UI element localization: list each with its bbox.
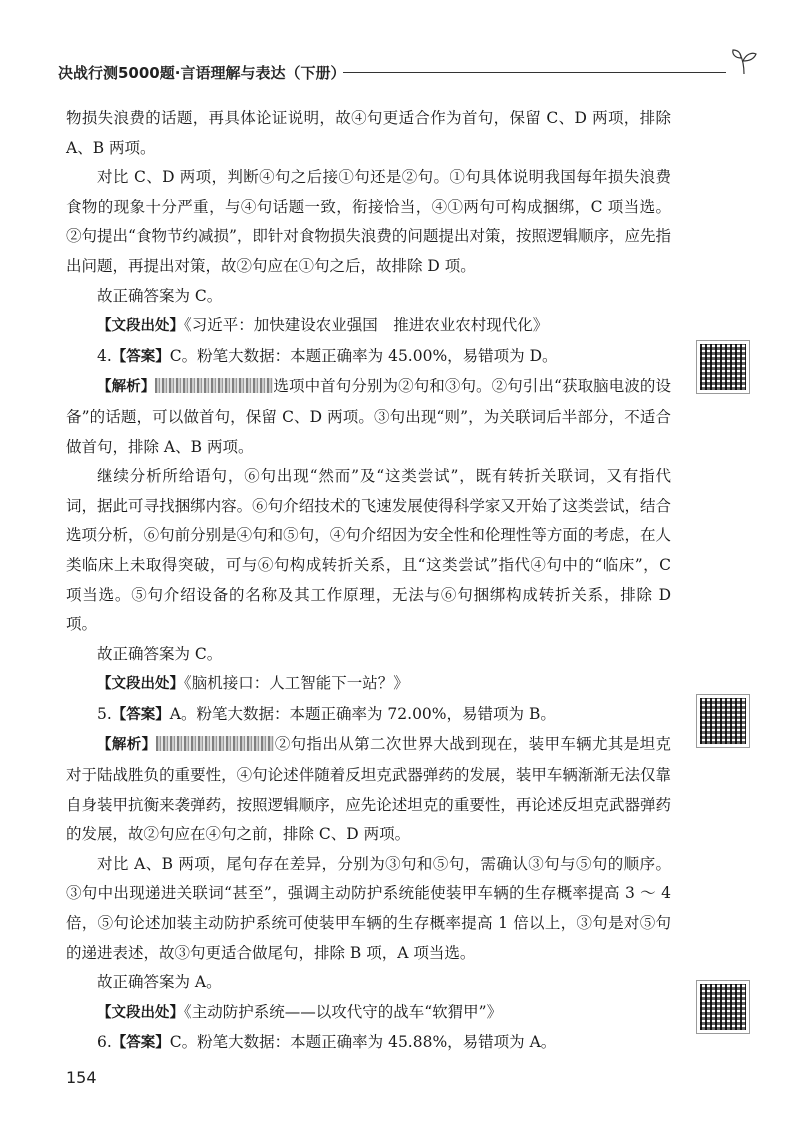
paragraph: 对比 A、B 两项，尾句存在差异，分别为③句和⑤句，需确认③句与⑤句的顺序。③句中出现递进关联词“甚至”，强调主动防护系统能使装甲车辆的生存概率提高 3 ～ 4 倍，⑤句论述加装主动防护系统可使装甲车辆的生存概率提高 1 倍以上，③句是对⑤句的递进表述，故③句更适合做尾句，排除 B 项，A 项当选。 bbox=[66, 854, 671, 962]
analysis-label: 【解析】 bbox=[97, 737, 157, 754]
source-label: 【文段出处】 bbox=[97, 1004, 184, 1021]
sprout-icon bbox=[730, 46, 758, 76]
book-title: 决战行测5000题·言语理解与表达（下册） bbox=[58, 64, 346, 82]
conclusion: 故正确答案为 A。 bbox=[97, 973, 222, 992]
source-text: 《脑机接口：人工智能下一站？》 bbox=[184, 674, 409, 693]
answer-label: 【答案】 bbox=[111, 1035, 170, 1052]
redacted-mark bbox=[155, 378, 273, 393]
source-citation bbox=[66, 669, 671, 700]
source-citation bbox=[66, 311, 671, 342]
conclusion: 故正确答案为 C。 bbox=[97, 286, 223, 305]
analysis-text: 选项中首句分别为②句和③句。②句引出“获取脑电波的设备”的话题，可以做首句，保留 C、D 两项。③句出现“则”，为关联词后半部分，不适合做首句，排除 A、B 两项。 bbox=[66, 377, 671, 456]
answer-line bbox=[66, 342, 671, 373]
source-text: 《主动防护系统——以攻代守的战车“软猬甲”》 bbox=[184, 1002, 503, 1021]
answer-text: C。粉笔大数据：本题正确率为 45.88%，易错项为 A。 bbox=[169, 1033, 557, 1052]
source-citation bbox=[66, 998, 671, 1029]
page-header bbox=[58, 60, 758, 82]
source-text: 《习近平：加快建设农业强国 推进农业农村现代化》 bbox=[184, 316, 549, 335]
answer-label: 【答案】 bbox=[111, 706, 170, 723]
header-rule bbox=[343, 72, 726, 73]
paragraph: 继续分析所给语句，⑥句出现“然而”及“这类尝试”，既有转折关联词，又有指代词，据此可寻找捆绑内容。⑥句介绍技术的飞速发展使得科学家又开始了这类尝试，结合选项分析，⑥句前分别是④句和⑤句，④句介绍因为安全性和伦理性等方面的考虑，在人类临床上未取得突破，可与⑥句构成转折关系，且“这类尝试”指代④句中的“临床”，C 项当选。⑤句介绍设备的名称及其工作原理，无法与⑥句捆绑构成转折关系，排除 D 项。 bbox=[66, 467, 671, 634]
analysis-text: ②句指出从第二次世界大战到现在，装甲车辆尤其是坦克对于陆战胜负的重要性，④句论述伴随着反坦克武器弹药的发展，装甲车辆渐渐无法仅靠自身装甲抗衡来袭弹药，按照逻辑顺序，应先论述坦克的重要性，再论述反坦克武器弹药的发展，故②句应在④句之前，排除 C、D 两项。 bbox=[66, 735, 671, 844]
source-label: 【文段出处】 bbox=[97, 318, 184, 335]
question-number: 4. bbox=[97, 346, 112, 365]
question-number: 5. bbox=[97, 704, 112, 723]
qr-code-icon[interactable] bbox=[696, 980, 750, 1034]
qr-code-icon[interactable] bbox=[696, 340, 750, 394]
analysis-paragraph bbox=[66, 372, 671, 462]
answer-text: A。粉笔大数据：本题正确率为 72.00%，易错项为 B。 bbox=[169, 704, 556, 723]
paragraph: 物损失浪费的话题，再具体论证说明，故④句更适合作为首句，保留 C、D 两项，排除 A、B 两项。 bbox=[66, 109, 671, 157]
answer-line bbox=[66, 1028, 671, 1059]
analysis-label: 【解析】 bbox=[97, 379, 156, 396]
page-number: 154 bbox=[66, 1068, 97, 1087]
analysis-paragraph bbox=[66, 730, 671, 849]
question-number: 6. bbox=[97, 1033, 112, 1052]
paragraph: 对比 C、D 两项，判断④句之后接①句还是②句。①句具体说明我国每年损失浪费食物的现象十分严重，与④句话题一致，衔接恰当，④①两句可构成捆绑，C 项当选。②句提出“食物节约减损”，即针对食物损失浪费的问题提出对策，按照逻辑顺序，应先指出问题，再提出对策，故②句应在①句之后，故排除 D 项。 bbox=[66, 168, 671, 275]
answer-line bbox=[66, 700, 671, 731]
answer-label: 【答案】 bbox=[111, 348, 170, 365]
conclusion: 故正确答案为 C。 bbox=[97, 644, 223, 663]
qr-code-icon[interactable] bbox=[696, 694, 750, 748]
answer-text: C。粉笔大数据：本题正确率为 45.00%，易错项为 D。 bbox=[169, 346, 558, 365]
source-label: 【文段出处】 bbox=[97, 676, 184, 693]
page-content bbox=[66, 104, 671, 1059]
redacted-mark bbox=[156, 736, 274, 751]
